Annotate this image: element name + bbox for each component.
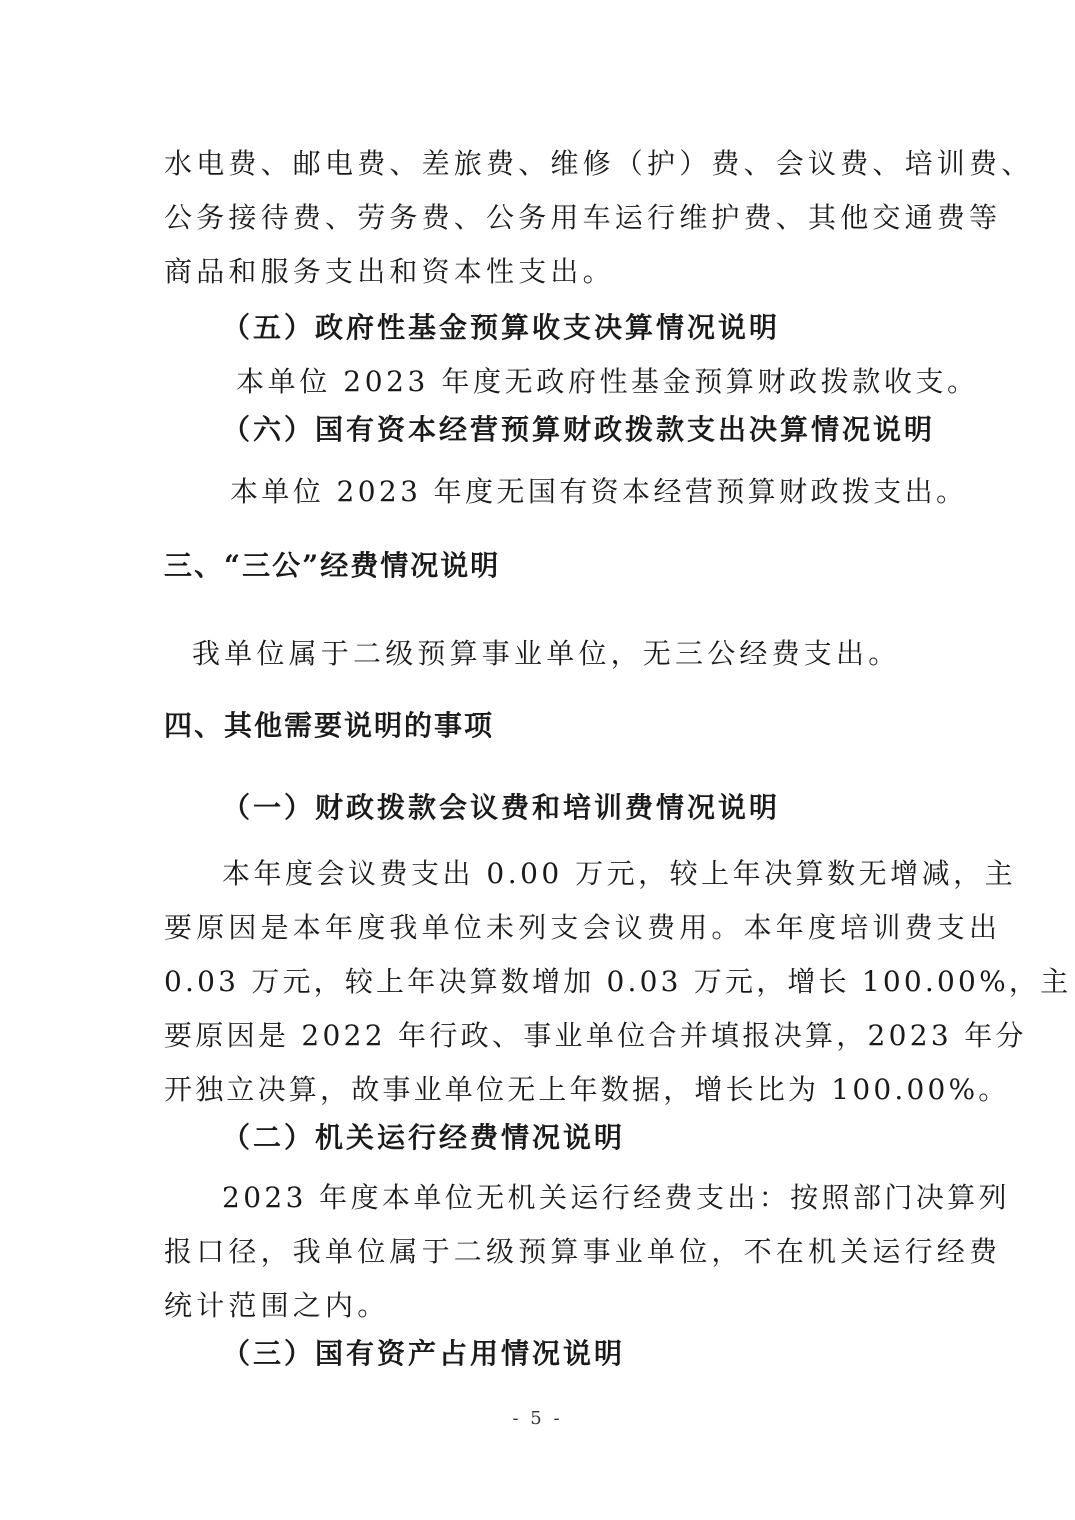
paragraph-line: 本单位 2023 年度无政府性基金预算财政拨款收支。 [236, 365, 979, 398]
paragraph-line: 公务接待费、劳务费、公务用车运行维护费、其他交通费等 [164, 201, 1002, 234]
subsection-heading-4-2: （二）机关运行经费情况说明 [222, 1121, 626, 1154]
paragraph-line: 水电费、邮电费、差旅费、维修（护）费、会议费、培训费、 [164, 147, 1034, 180]
paragraph-line: 本年度会议费支出 0.00 万元，较上年决算数无增减，主 [222, 857, 1017, 890]
paragraph-line: 0.03 万元，较上年决算数增加 0.03 万元，增长 100.00%，主 [164, 965, 1072, 998]
page-number: - 5 - [512, 1408, 563, 1429]
paragraph-line: 本单位 2023 年度无国有资本经营预算财政拨支出。 [230, 475, 968, 508]
paragraph-line: 我单位属于二级预算事业单位，无三公经费支出。 [192, 637, 901, 670]
paragraph-line: 要原因是本年度我单位未列支会议费用。本年度培训费支出 [164, 911, 1002, 944]
section-heading-4: 四、其他需要说明的事项 [164, 709, 495, 742]
paragraph-line: 2023 年度本单位无机关运行经费支出：按照部门决算列 [222, 1181, 1010, 1214]
paragraph-line: 商品和服务支出和资本性支出。 [164, 255, 615, 288]
paragraph-line: 要原因是 2022 年行政、事业单位合并填报决算，2023 年分 [164, 1019, 1027, 1052]
section-heading-3: 三、“三公”经费情况说明 [164, 549, 501, 582]
paragraph-line: 报口径，我单位属于二级预算事业单位，不在机关运行经费 [164, 1235, 1002, 1268]
subsection-heading-4-3: （三）国有资产占用情况说明 [222, 1337, 626, 1370]
paragraph-line: 开独立决算，故事业单位无上年数据，增长比为 100.00%。 [164, 1073, 1010, 1106]
subsection-heading-4-1: （一）财政拨款会议费和培训费情况说明 [222, 791, 781, 824]
subsection-heading-6: （六）国有资本经营预算财政拨款支出决算情况说明 [222, 413, 936, 446]
paragraph-line: 统计范围之内。 [164, 1289, 390, 1322]
subsection-heading-5: （五）政府性基金预算收支决算情况说明 [222, 311, 781, 344]
